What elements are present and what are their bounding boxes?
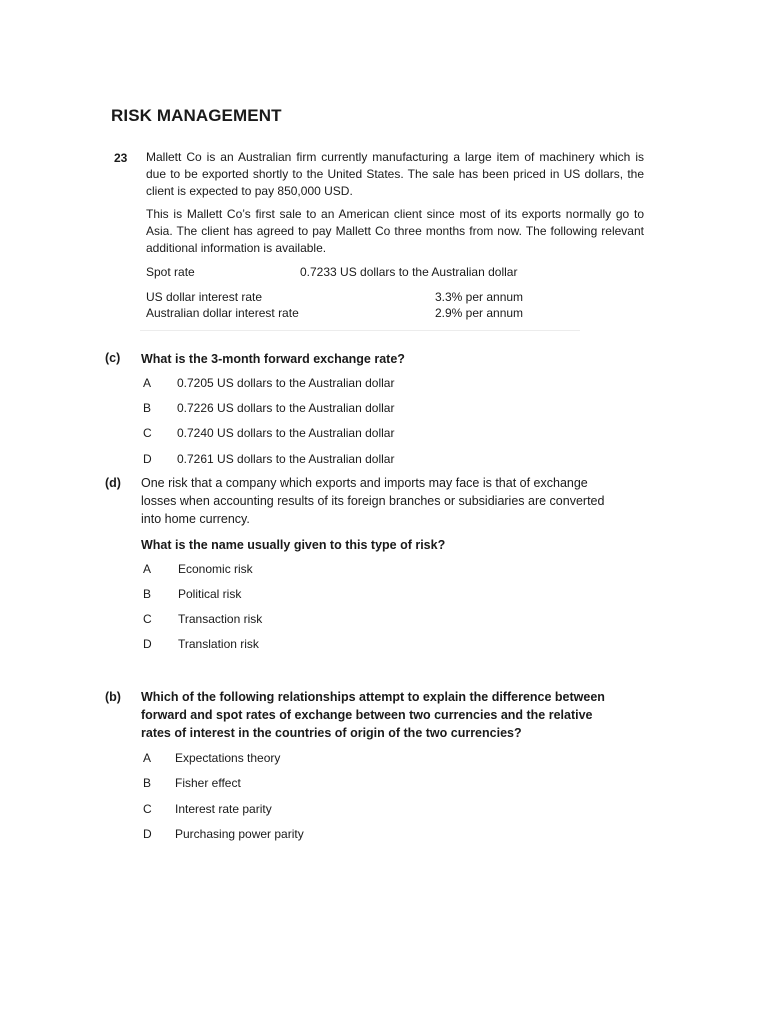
- part-b-label: (b): [105, 690, 121, 704]
- us-rate-value: 3.3% per annum: [435, 290, 524, 304]
- part-d-statement: One risk that a company which exports and imports may face is that of exchange losses when accounting results of its foreign branches or subsidiaries are converted into home currency.: [141, 476, 605, 526]
- spot-rate-value: 0.7233 US dollars to the Australian dollar: [300, 265, 518, 279]
- part-b-option-c-letter: C: [143, 802, 152, 816]
- intro-paragraph-1: Mallett Co is an Australian firm currently manufacturing a large item of machinery which is due to be exported shortly to the United States. The sale has been priced in US dollars, the client is expected to pay 850,000 USD.: [146, 150, 644, 198]
- part-b-option-d: Purchasing power parity: [175, 827, 304, 841]
- part-d-option-b-letter: B: [143, 587, 152, 601]
- part-d-option-b: Political risk: [178, 587, 242, 601]
- part-d-option-c-letter: C: [143, 612, 152, 626]
- part-c-option-d: 0.7261 US dollars to the Australian dollar: [177, 452, 395, 466]
- part-c-option-a-letter: A: [143, 376, 152, 390]
- part-c-option-d-letter: D: [143, 452, 152, 466]
- part-d-label: (d): [105, 476, 121, 490]
- us-rate-label: US dollar interest rate: [146, 290, 263, 304]
- part-c-question: What is the 3-month forward exchange rate?: [141, 352, 405, 366]
- part-d-option-d: Translation risk: [178, 637, 259, 651]
- part-b-option-a-letter: A: [143, 751, 152, 765]
- part-d-option-a: Economic risk: [178, 562, 253, 576]
- part-c-label: (c): [105, 351, 121, 365]
- part-d-option-a-letter: A: [143, 562, 152, 576]
- part-b-option-b-letter: B: [143, 776, 152, 790]
- part-b-option-b: Fisher effect: [175, 776, 241, 790]
- part-b-option-d-letter: D: [143, 827, 152, 841]
- part-b-option-c: Interest rate parity: [175, 802, 272, 816]
- part-d-option-c: Transaction risk: [178, 612, 263, 626]
- part-c-option-b-letter: B: [143, 401, 152, 415]
- spot-rate-label: Spot rate: [146, 265, 195, 279]
- part-c-option-c: 0.7240 US dollars to the Australian dollar: [177, 426, 395, 440]
- part-c-option-a: 0.7205 US dollars to the Australian dollar: [177, 376, 395, 390]
- aud-rate-label: Australian dollar interest rate: [146, 306, 299, 320]
- part-c-option-b: 0.7226 US dollars to the Australian dollar: [177, 401, 395, 415]
- page-title: RISK MANAGEMENT: [111, 106, 282, 125]
- part-b-option-a: Expectations theory: [175, 751, 281, 765]
- divider: [140, 330, 580, 331]
- part-b-question: Which of the following relationships attempt to explain the difference between forward and spot rates of exchange between two currencies and the relative rates of interest in the countries of origin of the two currencies?: [141, 690, 605, 740]
- part-d-question: What is the name usually given to this type of risk?: [141, 538, 446, 552]
- part-c-option-c-letter: C: [143, 426, 152, 440]
- aud-rate-value: 2.9% per annum: [435, 306, 524, 320]
- question-number: 23: [114, 151, 128, 165]
- part-d-option-d-letter: D: [143, 637, 152, 651]
- intro-paragraph-2: This is Mallett Co’s first sale to an American client since most of its exports normally go to Asia. The client has agreed to pay Mallett Co three months from now. The following relevant additional information is available.: [146, 207, 644, 255]
